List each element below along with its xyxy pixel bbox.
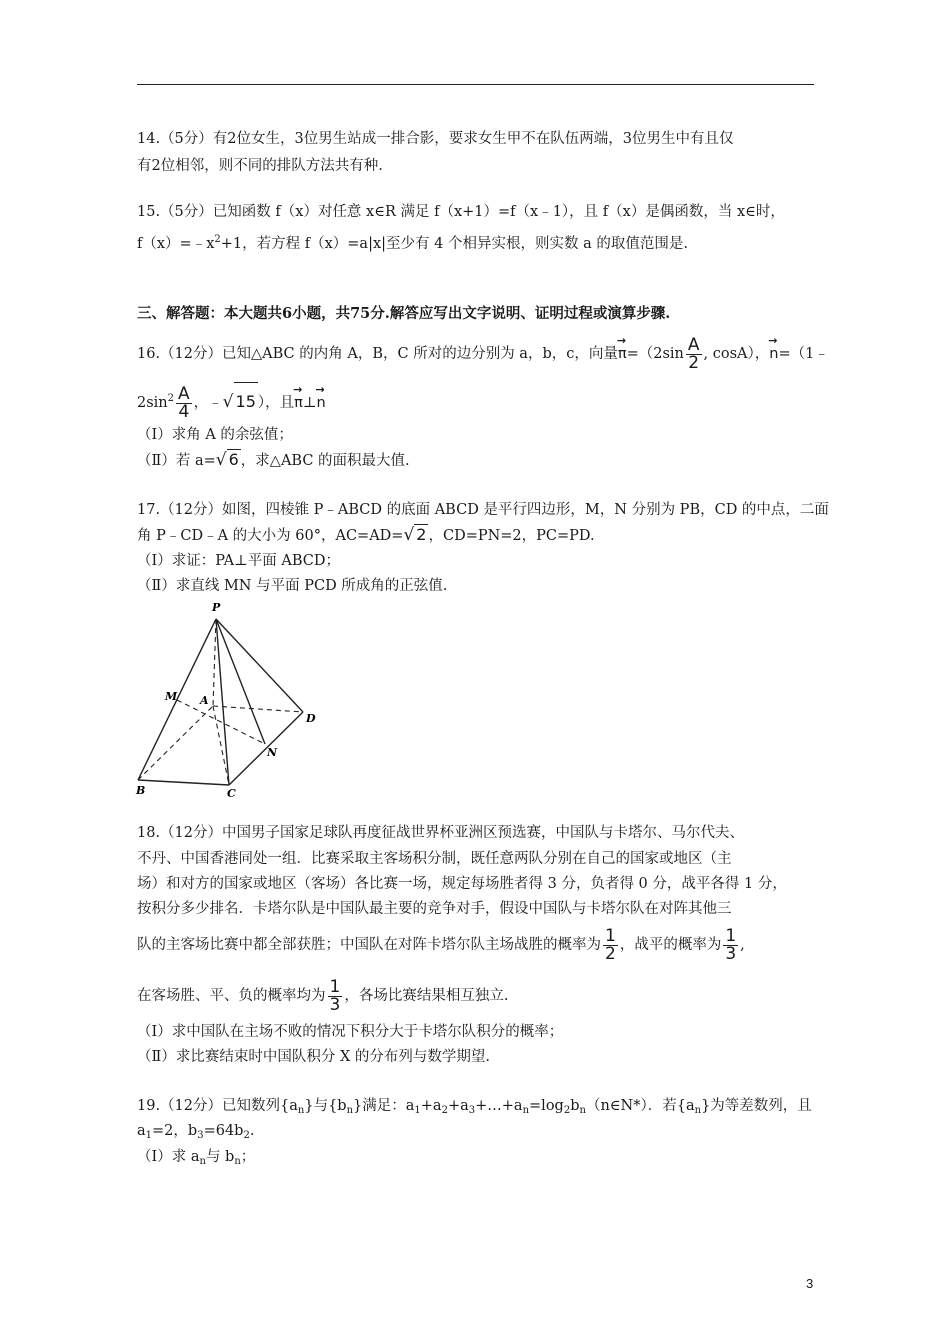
q16-part1: （Ⅰ）求角 A 的余弦值； [137, 427, 293, 443]
label-B: B [136, 784, 146, 797]
q18-part2: （Ⅱ）求比赛结束时中国队积分 X 的分布列与数学期望. [137, 1049, 491, 1065]
edge-BC [138, 780, 229, 785]
label-M: M [165, 690, 178, 703]
q17-part2: （Ⅱ）求直线 MN 与平面 PCD 所成角的正弦值. [137, 578, 448, 594]
q18-part1: （Ⅰ）求中国队在主场不败的情况下积分大于卡塔尔队积分的概率； [137, 1024, 564, 1040]
label-P: P [212, 601, 221, 614]
sqrt-6: 6 [228, 450, 239, 469]
label-N: N [267, 746, 278, 759]
segment-MN [177, 700, 265, 744]
fraction-1-3-away: $\frac{1}{3}$ [329, 976, 341, 1015]
vector-m: → π [618, 335, 627, 373]
q18-line2: 不丹、中国香港同处一组．比赛采取主客场积分制，既任意两队分别在自己的国家或地区（主 [137, 851, 732, 867]
edge-PN [216, 619, 265, 744]
q17-line1: 17.（12分）如图，四棱锥 P﹣ABCD 的底面 ABCD 是平行四边形，M，N 分别为 PB，CD 的中点，二面 [137, 502, 829, 518]
q18-line1: 18.（12分）中国男子国家足球队再度征战世界杯亚洲区预选赛，中国队与卡塔尔、马尔代夫、 [137, 825, 745, 841]
q15-line2: $f(x)=﹣x^2+1$，若方程 f（x）=a|x|至少有 4 个相异实根，则实数 a 的取值范围是. [137, 234, 688, 252]
q14-line1: 14.（5分）有2位女生，3位男生站成一排合影，要求女生甲不在队伍两端，3位男生中有且仅 [137, 131, 734, 147]
label-A: A [200, 694, 209, 707]
q18-line4: 按积分多少排名．卡塔尔队是中国队最主要的竞争对手，假设中国队与卡塔尔队在对阵其他三 [137, 901, 732, 917]
q19-line1: 19.（12分）已知数列$\{a_n\}$与$\{b_n\}$满足：$a_1+a_2+a_3+\dots+a_n=\log_2b_n(n\in N*)$．若$\{a_n\}$为等差数列，且 [137, 1098, 812, 1116]
q18-line6: 在客场胜、平、负的概率均为 $\frac{1}{3}$ ，各场比赛结果相互独立. [137, 976, 509, 1015]
edge-PA [213, 619, 216, 706]
q14-line2: 有2位相邻，则不同的排队方法共有种. [137, 158, 383, 174]
q18-line5: 队的主客场比赛中都全部获胜；中国队在对阵卡塔尔队主场战胜的概率为 $\frac{1}{2}$ ，战平的概率为 $\frac{1}{3}$ , [137, 925, 745, 964]
q16-line2: $2\sin^2$ $\frac{A}{4}$ ，﹣√ 15 ），且→ π⊥→ n [137, 380, 326, 422]
sqrt-2: 2 [416, 525, 427, 544]
edge-CD [229, 712, 303, 785]
fraction-a-over-4: $\frac{A}{4}$ [178, 383, 190, 422]
q15-line1: 15.（5分）已知函数 f（x）对任意 x∈R 满足 f（x+1）=f（x﹣1），且 f（x）是偶函数，当 x∈时， [137, 204, 785, 220]
q18-line3: 场）和对方的国家或地区（客场）各比赛一场，规定每场胜者得 3 分，负者得 0 分，战平各得 1 分， [137, 876, 787, 892]
pyramid-figure [133, 600, 318, 800]
edge-AD [213, 706, 303, 712]
header-rule [137, 84, 814, 85]
q17-part1: （Ⅰ）求证：PA⊥平面 ABCD； [137, 553, 340, 569]
fraction-1-3: $\frac{1}{3}$ [725, 925, 737, 964]
fraction-a-over-2: $\frac{A}{2}$ [687, 334, 700, 373]
edge-BA [138, 706, 213, 780]
edge-PC [216, 619, 229, 785]
section-3-heading: 三、解答题：本大题共6小题，共75分.解答应写出文字说明、证明过程或演算步骤. [137, 305, 671, 322]
fraction-1-2: $\frac{1}{2}$ [605, 925, 616, 964]
label-C: C [227, 787, 236, 800]
sqrt-15: 15 [234, 382, 258, 421]
q19-line2: $a_1=2$，$b_3=64b_2$. [137, 1123, 255, 1141]
edge-PD [216, 619, 303, 712]
q19-part1: （Ⅰ）求 $a_n$与 $b_n$； [137, 1149, 256, 1167]
label-D: D [306, 712, 316, 725]
q16-part2: （Ⅱ）若 a=√ 6 ，求△ABC 的面积最大值. [137, 450, 410, 470]
vector-n: → n [769, 335, 778, 373]
page-number: 3 [806, 1276, 814, 1291]
q17-line2: 角 P﹣CD﹣A 的大小为 60°，AC=AD=√ 2 ，CD=PN=2，PC=PD. [137, 525, 595, 545]
q16-line1: 16.（12分）已知△ABC 的内角 A，B，C 所对的边分别为 a，b，c，向量→ π=（2sin $\frac{A}{2}$ , cosA），→ n=（1﹣ [137, 335, 829, 373]
